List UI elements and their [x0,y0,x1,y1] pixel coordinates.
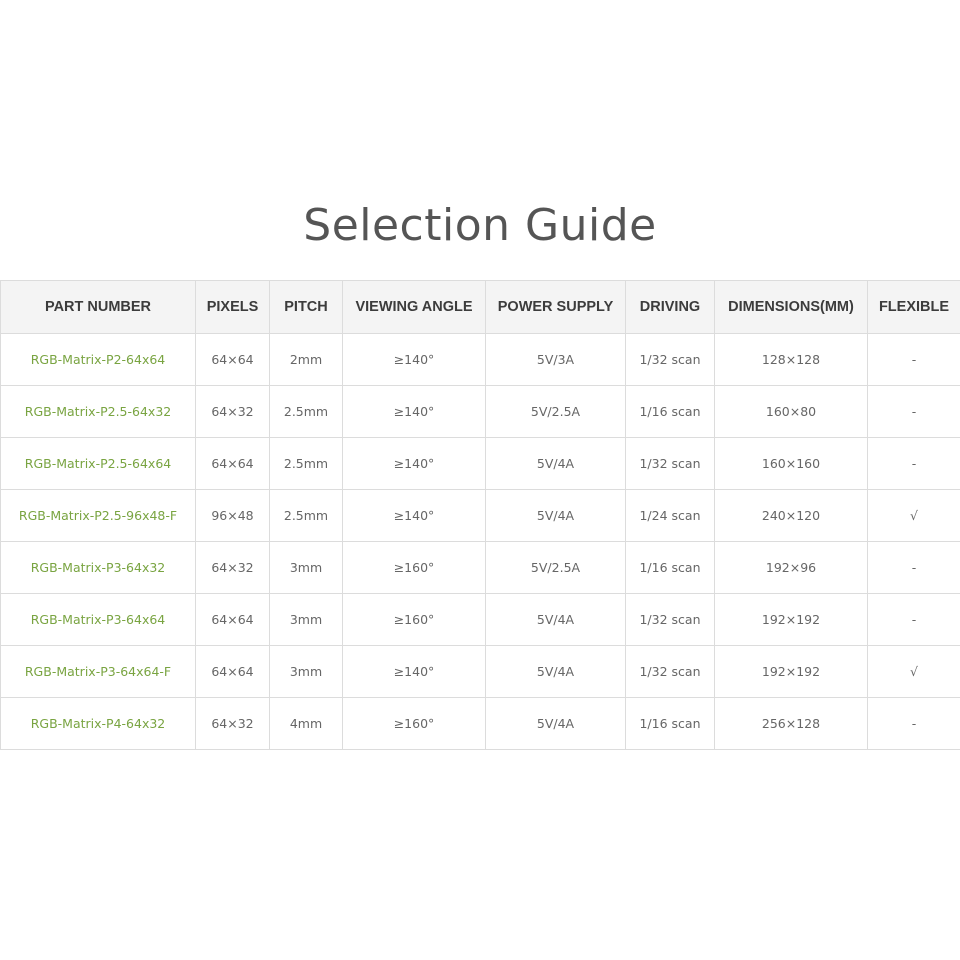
pixels-cell: 64×32 [196,542,270,594]
flexible-cell: - [868,438,960,490]
pitch-cell: 4mm [270,698,343,750]
dimensions-cell: 160×160 [715,438,868,490]
table-row [1,438,960,490]
pixels-cell: 64×64 [196,438,270,490]
column-header-pixels: PIXELS [196,281,270,334]
pitch-cell: 2.5mm [270,386,343,438]
table-row [1,594,960,646]
viewing-angle-cell: ≥140° [343,490,486,542]
table-row [1,490,960,542]
driving-cell: 1/16 scan [626,698,715,750]
viewing-angle-cell: ≥140° [343,438,486,490]
table-header-row [1,281,960,334]
part-number-cell[interactable]: RGB-Matrix-P2.5-96x48-F [1,490,196,542]
dimensions-cell: 160×80 [715,386,868,438]
driving-cell: 1/16 scan [626,542,715,594]
flexible-cell: - [868,334,960,386]
dimensions-cell: 192×96 [715,542,868,594]
power-supply-cell: 5V/3A [486,334,626,386]
viewing-angle-cell: ≥140° [343,646,486,698]
pitch-cell: 3mm [270,594,343,646]
part-number-cell[interactable]: RGB-Matrix-P2.5-64x64 [1,438,196,490]
pixels-cell: 64×32 [196,386,270,438]
pitch-cell: 3mm [270,542,343,594]
part-number-cell[interactable]: RGB-Matrix-P3-64x32 [1,542,196,594]
part-number-cell[interactable]: RGB-Matrix-P2-64x64 [1,334,196,386]
table-row [1,334,960,386]
dimensions-cell: 192×192 [715,646,868,698]
part-number-cell[interactable]: RGB-Matrix-P3-64x64 [1,594,196,646]
table-row [1,386,960,438]
column-header-dimensions: DIMENSIONS(MM) [715,281,868,334]
flexible-cell: - [868,386,960,438]
column-header-power-supply: POWER SUPPLY [486,281,626,334]
selection-guide-table [0,280,960,750]
viewing-angle-cell: ≥160° [343,542,486,594]
pitch-cell: 2.5mm [270,490,343,542]
dimensions-cell: 240×120 [715,490,868,542]
page-title: Selection Guide [303,200,657,251]
table-row [1,542,960,594]
power-supply-cell: 5V/4A [486,490,626,542]
pitch-cell: 3mm [270,646,343,698]
flexible-cell: √ [868,646,960,698]
power-supply-cell: 5V/2.5A [486,542,626,594]
viewing-angle-cell: ≥160° [343,594,486,646]
column-header-viewing-angle: VIEWING ANGLE [343,281,486,334]
power-supply-cell: 5V/2.5A [486,386,626,438]
pixels-cell: 64×32 [196,698,270,750]
flexible-cell: - [868,542,960,594]
driving-cell: 1/32 scan [626,594,715,646]
power-supply-cell: 5V/4A [486,594,626,646]
column-header-flexible: FLEXIBLE [868,281,960,334]
power-supply-cell: 5V/4A [486,438,626,490]
power-supply-cell: 5V/4A [486,698,626,750]
column-header-part-number: PART NUMBER [1,281,196,334]
pitch-cell: 2mm [270,334,343,386]
part-number-cell[interactable]: RGB-Matrix-P3-64x64-F [1,646,196,698]
viewing-angle-cell: ≥140° [343,334,486,386]
driving-cell: 1/16 scan [626,386,715,438]
driving-cell: 1/32 scan [626,334,715,386]
pixels-cell: 64×64 [196,334,270,386]
pixels-cell: 64×64 [196,646,270,698]
viewing-angle-cell: ≥140° [343,386,486,438]
part-number-cell[interactable]: RGB-Matrix-P2.5-64x32 [1,386,196,438]
driving-cell: 1/24 scan [626,490,715,542]
dimensions-cell: 256×128 [715,698,868,750]
pitch-cell: 2.5mm [270,438,343,490]
driving-cell: 1/32 scan [626,646,715,698]
column-header-driving: DRIVING [626,281,715,334]
table-row [1,646,960,698]
pixels-cell: 96×48 [196,490,270,542]
dimensions-cell: 128×128 [715,334,868,386]
viewing-angle-cell: ≥160° [343,698,486,750]
part-number-cell[interactable]: RGB-Matrix-P4-64x32 [1,698,196,750]
power-supply-cell: 5V/4A [486,646,626,698]
flexible-cell: √ [868,490,960,542]
driving-cell: 1/32 scan [626,438,715,490]
dimensions-cell: 192×192 [715,594,868,646]
pixels-cell: 64×64 [196,594,270,646]
column-header-pitch: PITCH [270,281,343,334]
flexible-cell: - [868,698,960,750]
table-row [1,698,960,750]
flexible-cell: - [868,594,960,646]
